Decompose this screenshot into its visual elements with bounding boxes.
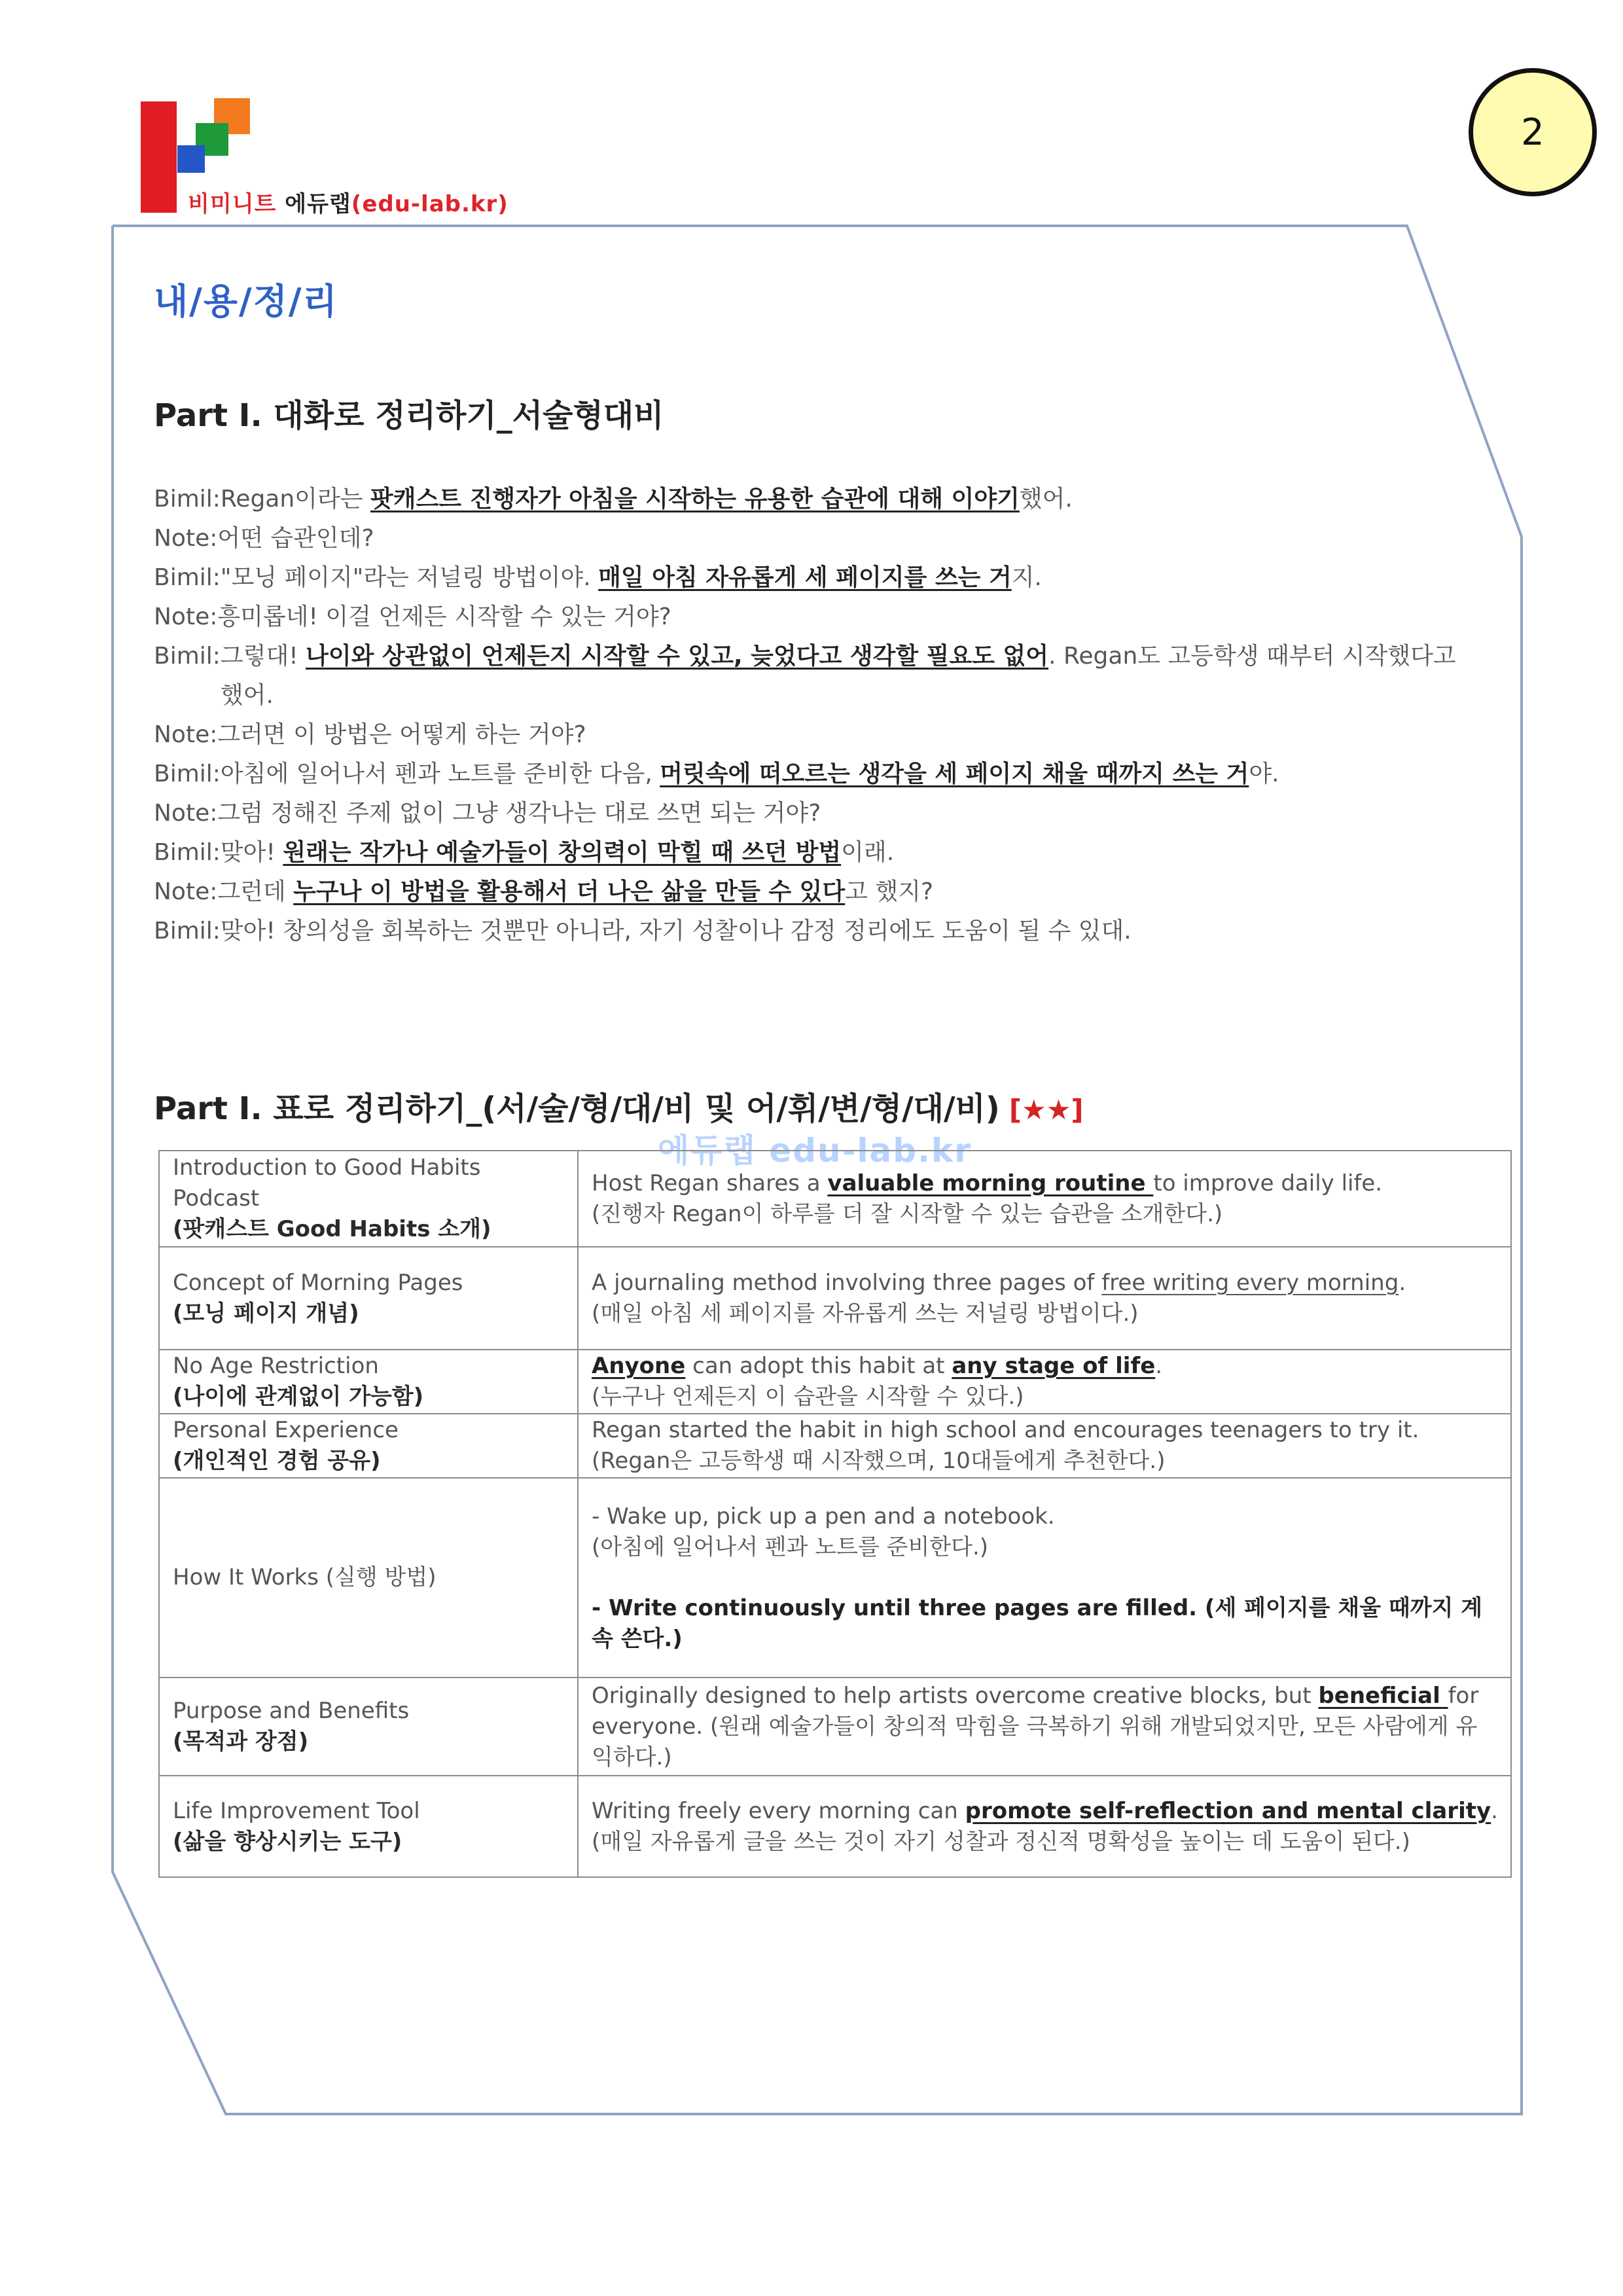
dialog-line bbox=[154, 598, 1482, 637]
table-row bbox=[159, 1677, 1511, 1776]
content-key-word: Anyone bbox=[592, 1353, 686, 1379]
content-text: Host Regan shares a bbox=[592, 1170, 828, 1196]
content-korean: (Regan은 고등학생 때 시작했으며, 10대들에게 추천한다.) bbox=[592, 1448, 1166, 1474]
row-label-ko: (삶을 향상시키는 도구) bbox=[173, 1828, 402, 1855]
row-content bbox=[578, 1677, 1511, 1776]
dialog-key-phrase: 나이와 상관없이 언제든지 시작할 수 있고, 늦었다고 생각할 필요도 없어 bbox=[306, 643, 1049, 670]
row-label bbox=[159, 1247, 578, 1350]
row-label-en: No Age Restriction bbox=[173, 1353, 379, 1379]
row-label bbox=[159, 1151, 578, 1247]
speaker: Bimil: bbox=[154, 918, 221, 944]
row-label-ko: (나이에 관계없이 가능함) bbox=[173, 1384, 424, 1410]
dialog-text: 그럼 정해진 주제 없이 그냥 생각나는 대로 쓰면 되는 거야? bbox=[217, 800, 821, 827]
dialog-line bbox=[154, 715, 1482, 755]
content-text: can adopt this habit at bbox=[685, 1353, 952, 1379]
dialog-text: 흥미롭네! 이걸 언제든 시작할 수 있는 거야? bbox=[217, 603, 671, 630]
dialog-text: "모닝 페이지"라는 저널링 방법이야. bbox=[220, 564, 599, 591]
section-title: 내/용/정/리 bbox=[154, 281, 338, 322]
row-label bbox=[159, 1414, 578, 1478]
row-content bbox=[578, 1478, 1511, 1677]
row-content bbox=[578, 1776, 1511, 1877]
dialog-line bbox=[154, 755, 1482, 794]
speaker: Note: bbox=[154, 800, 218, 827]
content-korean: (매일 자유롭게 글을 쓰는 것이 자기 성찰과 정신적 명확성을 높이는 데 도움이 된다.) bbox=[592, 1828, 1410, 1855]
dialog-key-phrase: 머릿속에 떠오르는 생각을 세 페이지 채울 때까지 쓰는 거 bbox=[660, 761, 1249, 787]
row-label-ko: (모닝 페이지 개념) bbox=[173, 1300, 359, 1327]
dialog-text-end: 야. bbox=[1249, 761, 1279, 787]
logo bbox=[141, 98, 533, 219]
dialog-text: 어떤 습관인데? bbox=[217, 525, 374, 552]
speaker: Bimil: bbox=[154, 564, 221, 591]
content-text: Regan started the habit in high school and encourages teenagers to try it. bbox=[592, 1417, 1419, 1443]
row-label-en: Personal Experience bbox=[173, 1417, 399, 1443]
row-label bbox=[159, 1677, 578, 1776]
speaker: Bimil: bbox=[154, 486, 221, 512]
speaker: Note: bbox=[154, 603, 218, 630]
table-row bbox=[159, 1414, 1511, 1478]
logo-text bbox=[188, 186, 508, 218]
dialog-key-phrase: 원래는 작가나 예술가들이 창의력이 막힐 때 쓰던 방법 bbox=[283, 839, 842, 866]
difficulty-stars: [★★] bbox=[1008, 1094, 1084, 1126]
row-label-en: How It Works (실행 방법) bbox=[173, 1564, 437, 1590]
content-text-end: . bbox=[1491, 1797, 1498, 1824]
dialog-text-end: 이래. bbox=[841, 839, 895, 866]
content-text: Originally designed to help artists overcome creative blocks, but bbox=[592, 1682, 1319, 1709]
content-korean: (누구나 언제든지 이 습관을 시작할 수 있다.) bbox=[592, 1384, 1024, 1410]
content-text-end: . bbox=[1399, 1269, 1406, 1296]
logo-block-blue bbox=[177, 145, 205, 173]
content-text: Writing freely every morning can bbox=[592, 1797, 965, 1824]
row-label bbox=[159, 1478, 578, 1677]
row-content bbox=[578, 1414, 1511, 1478]
row-content bbox=[578, 1350, 1511, 1414]
content-korean: (진행자 Regan이 하루를 더 잘 시작할 수 있는 습관을 소개한다.) bbox=[592, 1200, 1223, 1227]
speaker: Note: bbox=[154, 525, 218, 552]
dialog-text: 그런데 bbox=[217, 878, 294, 905]
dialog-line bbox=[154, 558, 1482, 598]
table-row bbox=[159, 1776, 1511, 1877]
logo-brand: 비미니트 bbox=[188, 191, 277, 217]
content-key-phrase: any stage of life bbox=[952, 1353, 1156, 1379]
content-step-1: - Wake up, pick up a pen and a notebook. bbox=[592, 1503, 1055, 1530]
content-korean: (매일 아침 세 페이지를 자유롭게 쓰는 저널링 방법이다.) bbox=[592, 1300, 1139, 1327]
table-row bbox=[159, 1247, 1511, 1350]
row-content bbox=[578, 1247, 1511, 1350]
dialog-key-phrase: 매일 아침 자유롭게 세 페이지를 쓰는 거 bbox=[598, 564, 1012, 591]
dialog-text: 아침에 일어나서 펜과 노트를 준비한 다음, bbox=[220, 761, 660, 787]
dialog bbox=[154, 480, 1482, 951]
page-number-badge: 2 bbox=[1469, 68, 1597, 196]
dialog-line bbox=[154, 519, 1482, 558]
content-key-phrase: promote self-reflection and mental clarity bbox=[965, 1797, 1491, 1824]
table-row bbox=[159, 1350, 1511, 1414]
speaker: Bimil: bbox=[154, 839, 221, 866]
speaker: Bimil: bbox=[154, 761, 221, 787]
speaker: Bimil: bbox=[154, 643, 221, 670]
content-key-phrase: valuable morning routine bbox=[827, 1170, 1154, 1196]
dialog-text-end: 지. bbox=[1011, 564, 1042, 591]
content-text-end: to improve daily life. bbox=[1153, 1170, 1383, 1196]
content-korean: (아침에 일어나서 펜과 노트를 준비한다.) bbox=[592, 1534, 989, 1560]
watermark: 에듀랩 edu-lab.kr bbox=[658, 1132, 972, 1170]
row-label bbox=[159, 1350, 578, 1414]
row-label-en: Introduction to Good Habits Podcast bbox=[173, 1155, 481, 1211]
content-key-word: beneficial bbox=[1318, 1682, 1448, 1709]
part1-title: Part Ⅰ. 대화로 정리하기_서술형대비 bbox=[154, 397, 664, 434]
content-text: A journaling method involving three pages of bbox=[592, 1269, 1102, 1296]
logo-url: (edu-lab.kr) bbox=[351, 191, 508, 217]
dialog-text: 그렇대! bbox=[220, 643, 306, 670]
part2-title-text: Part Ⅰ. 표로 정리하기_(서/술/형/대/비 및 어/휘/변/형/대/비) bbox=[154, 1090, 1000, 1127]
part2-title bbox=[154, 1083, 1084, 1128]
content-text-end: . bbox=[1155, 1353, 1163, 1379]
dialog-line bbox=[154, 480, 1482, 519]
content-step-2: - Write continuously until three pages are filled. (세 페이지를 채울 때까지 계속 쓴다.) bbox=[592, 1594, 1483, 1652]
dialog-text-end: 했어. bbox=[1019, 486, 1073, 512]
dialog-text: 맞아! 창의성을 회복하는 것뿐만 아니라, 자기 성찰이나 감정 정리에도 도움이 될 수 있대. bbox=[220, 918, 1132, 944]
table-row bbox=[159, 1478, 1511, 1677]
dialog-key-phrase: 누구나 이 방법을 활용해서 더 나은 삶을 만들 수 있다 bbox=[293, 878, 846, 905]
dialog-text: Regan이라는 bbox=[220, 486, 370, 512]
row-label-ko: (팟캐스트 Good Habits 소개) bbox=[173, 1216, 491, 1242]
dialog-key-phrase: 팟캐스트 진행자가 아침을 시작하는 유용한 습관에 대해 이야기 bbox=[370, 486, 1020, 512]
dialog-text: 맞아! bbox=[220, 839, 283, 866]
dialog-line bbox=[154, 637, 1482, 715]
table-row bbox=[159, 1151, 1511, 1247]
speaker: Note: bbox=[154, 878, 218, 905]
logo-block-red bbox=[141, 101, 177, 213]
dialog-line bbox=[154, 872, 1482, 912]
content-text-end: for everyone. (원래 예술가들이 창의적 막힘을 극복하기 위해 개발되었지만, 모든 사람에게 유익하다.) bbox=[592, 1682, 1479, 1770]
row-label-en: Concept of Morning Pages bbox=[173, 1269, 463, 1296]
dialog-text-end: . Regan도 고등학생 때부터 시작했다고 했어. bbox=[220, 643, 1456, 709]
row-content bbox=[578, 1151, 1511, 1247]
row-label-en: Life Improvement Tool bbox=[173, 1797, 420, 1824]
row-label bbox=[159, 1776, 578, 1877]
row-label-en: Purpose and Benefits bbox=[173, 1698, 410, 1724]
summary-table bbox=[158, 1150, 1512, 1878]
dialog-text-end: 고 했지? bbox=[845, 878, 934, 905]
logo-name: 에듀랩 bbox=[285, 191, 351, 217]
dialog-text: 그러면 이 방법은 어떻게 하는 거야? bbox=[217, 721, 586, 748]
content-key-phrase: free writing every morning bbox=[1101, 1269, 1399, 1296]
speaker: Note: bbox=[154, 721, 218, 748]
row-label-ko: (목적과 장점) bbox=[173, 1729, 309, 1755]
row-label-ko: (개인적인 경험 공유) bbox=[173, 1448, 381, 1474]
dialog-line bbox=[154, 912, 1482, 951]
dialog-line bbox=[154, 833, 1482, 872]
dialog-line bbox=[154, 794, 1482, 833]
